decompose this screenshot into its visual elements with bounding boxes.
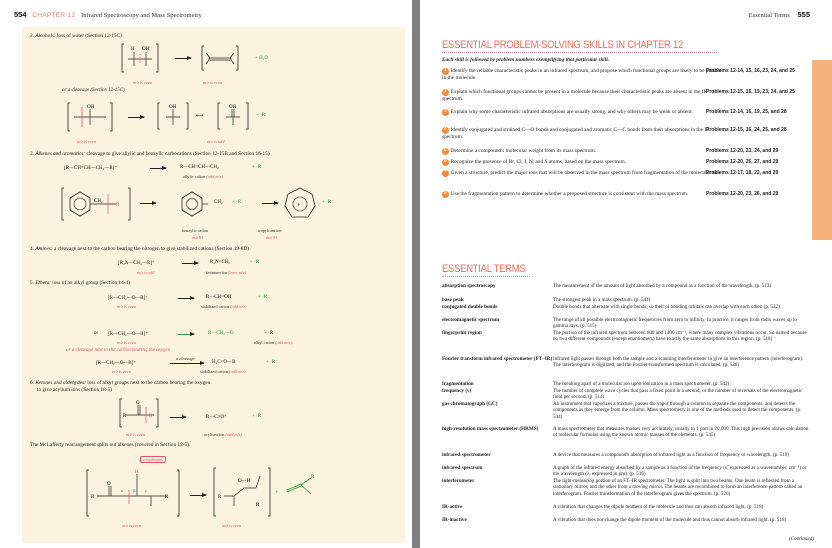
- right-page: [420, 0, 832, 548]
- svg-text:R: R: [311, 475, 315, 480]
- alkene-cation-structure: [200, 44, 240, 72]
- skills-heading-rule: [442, 52, 717, 53]
- skill-text: Identify the reliable characteristic peaks in an infrared spectrum, and propose which functional groups are likely to be present in the molecule.: [442, 68, 722, 81]
- skill-number-badge: 5: [443, 148, 447, 153]
- svg-text:+: +: [275, 490, 279, 496]
- svg-text:O: O: [136, 401, 140, 406]
- glossary-term: IR-active: [442, 504, 463, 510]
- svg-text:β: β: [133, 488, 136, 493]
- reaction-arrow: [178, 298, 194, 299]
- glossary-term: gas chromatograph (GC): [442, 401, 498, 407]
- skill-problems: Problems 12-20, 23, 26, and 29: [706, 191, 779, 197]
- skills-heading: ESSENTIAL PROBLEM-SOLVING SKILLS IN CHAPTER 12: [442, 39, 684, 51]
- glossary-term: Fourier transform infrared spectrometer (FT–IR): [442, 356, 553, 362]
- a-cleavage-arrow-label: a cleavage: [176, 356, 195, 361]
- svg-text:R: R: [218, 495, 222, 500]
- glossary-term: conjugated double bonds: [442, 304, 498, 310]
- glossary-definition: A device that measures a compound's absorption of infrared light as a function of frequency or wavelength. (p. 519): [553, 452, 790, 458]
- left-page-number: 554: [14, 10, 27, 19]
- skill-item: [442, 109, 722, 116]
- alkyl-cation-label: alkyl cation (odd m/z);: [254, 340, 294, 345]
- mz-even-label: m/z is even: [222, 523, 241, 528]
- left-header: [14, 10, 202, 19]
- reaction-arrow: [128, 117, 144, 118]
- section-ketones-sub: to give acylium ions (Section 18-5): [37, 387, 112, 393]
- section-amines: 4. Amines: a cleavage next to the carbon bearing the nitrogen to give stabilized cations (Section 19-8D): [30, 246, 250, 252]
- mz-even-label: m/z is even: [203, 80, 222, 85]
- svg-text:O—H: O—H: [238, 479, 251, 484]
- skills-intro: Each skill is followed by problem numbers exemplifying that particular skill.: [442, 57, 610, 63]
- skill-problems: Problems 12-20, 23, 24, and 29: [706, 148, 779, 154]
- iminium-label: iminium ion (even m/z): [206, 270, 246, 275]
- skill-number-badge: 7: [443, 170, 447, 175]
- skill-problems: Problems 12-15, 16, 24, 25, and 28: [706, 127, 787, 133]
- skill-number-badge: 4: [443, 127, 447, 132]
- mz-even-label: m/z is even: [112, 369, 131, 374]
- terms-heading-rule: [442, 276, 530, 277]
- svg-text:O: O: [107, 482, 111, 487]
- skill-item: [442, 170, 722, 177]
- allylic-cation-label: allylic cation (odd m/z): [183, 174, 223, 179]
- oxonium-product-formula: R—CH=OH: [206, 295, 232, 300]
- skill-text: Use the fragmentation pattern to determine whether a proposed structure is consistent with the mass spectrum.: [450, 191, 689, 197]
- mclafferty-reactant-structure: [85, 466, 181, 520]
- svg-text:OH: OH: [229, 105, 237, 110]
- glossary-definition: A mass spectrometer that measures masses very accurately, usually to 1 part in 20,000. This high precision allows calculation of molecular formulas using the known atomic masses of the elements. (p. 545): [553, 426, 809, 439]
- iminium-formula: R₂N=CH₂: [210, 260, 231, 265]
- glossary-term: IR-inactive: [442, 517, 467, 523]
- glossary-term: electromagnetic spectrum: [442, 317, 500, 323]
- continued-label: (Continued): [788, 536, 814, 542]
- glossary-term: fingerprint region: [442, 330, 482, 336]
- ether-formula-3: [R—CH₂—O—R]⁺: [96, 361, 136, 366]
- glossary-term: base peak: [442, 297, 464, 303]
- svg-text:R: R: [165, 495, 169, 500]
- mclafferty-intermediate-structure: [212, 464, 272, 520]
- benzylic-cation-structure: [178, 189, 214, 219]
- radical-product: + ·R: [322, 200, 332, 205]
- ether-formula-1: [R—CH₂—O—R]⁺: [108, 296, 148, 301]
- skill-problems: Problems 12-20, 26, 27, and 29: [706, 159, 779, 165]
- tropylium-ion-label: tropylium ion: [258, 228, 282, 233]
- mclafferty-text: The McLafferty rearrangement splits out alkenes (covered in Section 18-5).: [30, 442, 191, 448]
- svg-text:H: H: [135, 470, 139, 475]
- skill-problems: Problems 12-17, 18, 22, and 29: [706, 170, 779, 176]
- glossary-term: frequency (ν): [442, 388, 472, 394]
- glossary-definition: The range of all possible electromagnetic frequencies from zero to infinity. In practice, it ranges from radio waves up to gamma rays. (p. 515): [553, 317, 797, 330]
- svg-text:R: R: [116, 203, 120, 208]
- skill-text: Recognize the presence of Br, Cl, I, N, and S atoms, based on the mass spectrum.: [450, 159, 626, 165]
- margin-tab: [812, 60, 832, 240]
- ether-formula-2: [R—CH₂—O—R]⁺: [108, 332, 148, 337]
- glossary-term: infrared spectrometer: [442, 452, 491, 458]
- radical-product: + ·R: [250, 260, 260, 265]
- skill-text: Given a structure, predict the major ions that will be observed in the mass spectrum from fragmentation of the molecular ion.: [450, 170, 721, 176]
- mz-is-even-label: m/z is even: [126, 432, 145, 437]
- skill-item: [442, 68, 722, 81]
- glossary-definition: A vibration that does not change the dipole moment of the molecule and thus cannot absorb infrared light. (p. 518): [553, 517, 787, 523]
- svg-text:OH: OH: [87, 105, 95, 110]
- skill-number-badge: 1: [443, 68, 447, 73]
- radical-product: + ·R: [266, 360, 276, 365]
- mz-odd-label: m/z is odd: [137, 270, 155, 275]
- alkyl-cation-product: + ·R: [264, 331, 274, 336]
- svg-text:R: R: [123, 414, 127, 419]
- alkene-formula: [R—CH=CH—CH₂—R]⁺: [64, 166, 118, 171]
- mz-even-label: m/z is even: [133, 80, 152, 85]
- terms-heading: ESSENTIAL TERMS: [442, 263, 526, 275]
- reaction-arrow: [175, 58, 191, 59]
- svg-text:OH: OH: [142, 47, 150, 52]
- skill-text: Determine a compound's molecular weight from its mass spectrum.: [450, 148, 597, 154]
- benzylic-cation-ch2: CH₂: [214, 200, 223, 205]
- amine-formula: [R₂N—CH₂—R]⁺: [118, 261, 155, 266]
- glossary-definition: A vibration that changes the dipole moment of the molecule and thus can absorb infrared light. (p. 518): [553, 504, 764, 510]
- oxonium-structure-1: [156, 101, 190, 131]
- reaction-arrow: [170, 417, 186, 418]
- acylium-ion-label: acylium ion (odd m/z): [204, 432, 242, 437]
- resonance-arrow: ⟷: [196, 114, 204, 119]
- left-page: [0, 0, 412, 548]
- glossary-term: fragmentation: [442, 381, 474, 387]
- glossary-definition: Infrared light passes through both the sample and a scanning interferometer to give an interference pattern (interferogram). The interferogram is digitized, and the Fourier-transformed spectrum is calculated. (p. 520): [553, 356, 804, 369]
- mz-even-label: m/z is even: [77, 139, 96, 144]
- skill-number-badge: 2: [443, 89, 447, 94]
- section-ketones: 6. Ketones and aldehydes: loss of alkyl groups next to the carbon bearing the oxygen: [30, 380, 211, 386]
- skill-text: Explain why some characteristic infrared absorptions are usually strong, and why others may be weak or absent.: [450, 109, 693, 115]
- benzyl-structure: [60, 186, 132, 222]
- reaction-arrow: [140, 203, 156, 204]
- glossary-term: interferometer: [442, 478, 475, 484]
- reaction-arrow: [182, 263, 198, 264]
- glossary-definition: The strongest peak in a mass spectrum. (p. 544): [553, 297, 651, 303]
- svg-text:α: α: [121, 488, 124, 493]
- mz-even-label: m/z is even: [117, 340, 136, 345]
- mz-odd-label: m/z is odd: [207, 139, 225, 144]
- tropylium-structure: [283, 186, 317, 220]
- glossary-definition: The portion of the infrared spectrum between 600 and 1400 cm⁻¹, where many complex vibrations occur. So named because no two different compounds (except enantiomers) have exactly the same absorptions in this region. (p. 518): [553, 330, 807, 343]
- glossary-definition: The measurement of the amount of light absorbed by a compound as a function of the wavelength. (p. 513): [553, 283, 772, 289]
- acylium-formula: R—C≡O⁺: [206, 415, 227, 420]
- or-text: or: [94, 331, 99, 336]
- radical-product: + ·R: [256, 113, 266, 118]
- svg-text:+: +: [297, 203, 301, 209]
- svg-text:γ: γ: [145, 488, 147, 493]
- benzylic-cation-label: benzylic cation: [182, 228, 209, 233]
- radical-product: + ·R: [258, 295, 268, 300]
- alcohol-structure-2: [66, 101, 114, 133]
- alkoxy-product-formula: R—CH₂—O: [208, 331, 234, 336]
- section-alkenes: 3. Alkenes and aromatics: cleavage to give allylic and benzylic carbocations (Section 12-15B and Section 16-15): [30, 151, 270, 157]
- stabilized-cation-label: stabilized cation (odd m/z): [201, 304, 247, 309]
- reaction-arrow: [190, 495, 206, 496]
- right-page-number: 555: [797, 10, 810, 19]
- alcohol-structure-1: [120, 42, 160, 74]
- reaction-arrow: [262, 203, 278, 204]
- svg-text:R: R: [91, 495, 95, 500]
- radical-product: + ·R: [252, 165, 262, 170]
- mz-even-label: m/z is even: [117, 304, 136, 309]
- reaction-arrow: [178, 334, 194, 335]
- reaction-arrow: [170, 363, 204, 364]
- glossary-definition: The light-measuring portion of an FT–IR spectrometer. The light is split into two beams. One beam is reflected from a stationary mirror, and the other from a moving mirror. The beams are recombined to form an interference pattern called an interferogram. Fourier transformation of the interferogram gives the spectrum. (p. 520): [553, 478, 803, 497]
- skill-item: [442, 159, 722, 166]
- svg-text:H: H: [131, 47, 135, 52]
- skill-item: [442, 148, 722, 155]
- glossary-definition: The number of complete wave cycles that pass a fixed point in a second; or the number of reversals of the electromagnetic field per second. (p. 514): [553, 388, 803, 401]
- water-product: + H₂O: [255, 56, 269, 61]
- stabilized-cation-label: stabilized cation (odd m/z): [200, 369, 246, 374]
- glossary-definition: Double bonds that alternate with single bonds, so their pi bonding orbitals can overlap with each other. (p. 522): [553, 304, 780, 310]
- skill-number-badge: 8: [443, 191, 447, 196]
- gamma-hydrogen-label: γ-hydrogen: [140, 456, 166, 463]
- allylic-product-formula: R—CH=CH—CH₂: [180, 165, 219, 170]
- right-header: [749, 10, 810, 19]
- glossary-term: high-resolution mass spectrometer (HRMS): [442, 426, 539, 432]
- mz-even-label: m/z is even: [122, 523, 141, 528]
- oxonium-structure-2: [216, 101, 250, 131]
- skill-item: [442, 89, 722, 102]
- glossary-definition: An instrument that vaporizes a mixture, passes the vapor through a column to separate the components, and detects the components as they emerge from the column. Mass spectrometry is one of the methods used to detect the components. (p. 544): [553, 401, 802, 420]
- chapter-label: CHAPTER 12: [32, 12, 76, 19]
- skill-item: [442, 191, 722, 198]
- skill-problems: Problems 12-15, 16, 19, 23, 24, and 25: [706, 89, 795, 95]
- skill-number-badge: 6: [443, 159, 447, 164]
- glossary-definition: A graph of the infrared energy absorbed by a sample as a function of the frequency (ν̃, expressed as a wavenumber, cm⁻¹) or the wavelength (λ, expressed in μm). (p. 516): [553, 465, 807, 478]
- right-header-title: Essential Terms: [748, 12, 790, 19]
- skill-text: Explain which functional groups cannot be present in a molecule because their characteristic peaks are absent in the IR spectrum.: [442, 89, 708, 102]
- alcohol-a-cleavage-note: or a cleavage (Section 12-15C): [62, 88, 125, 93]
- radical-product: + ·R: [232, 200, 242, 205]
- oxonium-product-formula-2: H₂C=O—R: [212, 360, 236, 365]
- ketone-structure: [118, 397, 160, 429]
- glossary-term: infrared spectrum: [442, 465, 483, 471]
- skill-problems: Problems 12-14, 15, 16, 23, 24, and 25: [706, 68, 795, 74]
- section-alcohols: 2. Alcohols: loss of water (Section 12-15C): [30, 33, 122, 39]
- skill-item: [442, 127, 722, 140]
- mz-91-label: m/z 91: [266, 235, 278, 240]
- mz-91-label: m/z 91: [192, 235, 204, 240]
- svg-text:CH₂: CH₂: [94, 199, 103, 204]
- chapter-title: Infrared Spectroscopy and Mass Spectrometry: [81, 12, 202, 19]
- radical-product: + ·R: [252, 414, 262, 419]
- section-ethers: 5. Ethers: loss of an alkyl group (Section 14-4): [30, 280, 130, 286]
- svg-text:OH: OH: [169, 105, 177, 110]
- ether-a-cleavage-note: or a cleavage next to the carbon bearing the oxygen: [66, 348, 171, 353]
- reaction-arrow: [150, 168, 166, 169]
- svg-text:R: R: [256, 503, 260, 508]
- skill-problems: Problems 12-14, 16, 19, 25, and 28: [706, 109, 787, 115]
- skill-text: Identify conjugated and strained C—O bonds and conjugated and aromatic C—C bonds from their absorptions in the IR spectrum.: [442, 127, 710, 140]
- skill-number-badge: 3: [443, 109, 447, 114]
- glossary-term: absorption spectroscopy: [442, 283, 496, 289]
- glossary-definition: The breaking apart of a molecular ion upon ionization in a mass spectrometer. (p. 542): [553, 381, 730, 387]
- svg-text:R: R: [149, 414, 153, 419]
- alkene-product-structure: [275, 470, 335, 510]
